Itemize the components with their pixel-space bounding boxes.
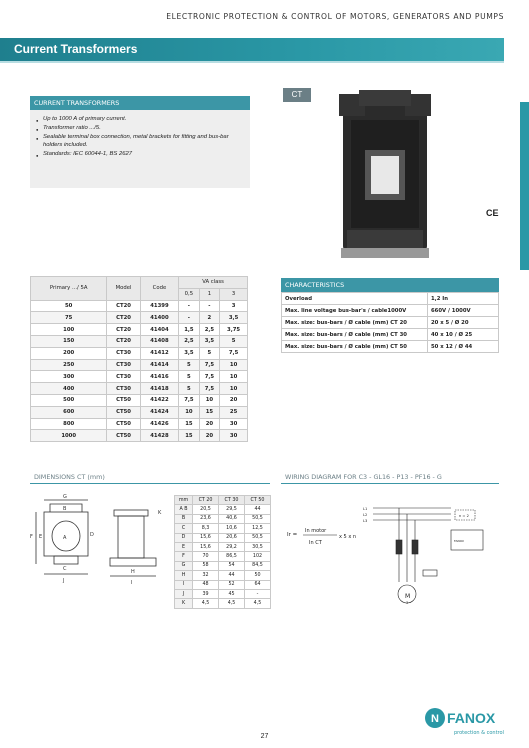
feature-item: ● Standards: IEC 60044-1, BS 2627 — [36, 151, 246, 159]
dimension-row — [175, 542, 271, 551]
table-cell: 30 — [220, 430, 248, 442]
dimension-cell: 12,5 — [245, 524, 271, 533]
table-cell: 5 — [179, 359, 200, 371]
dim-col-header: CT 50 — [245, 496, 271, 505]
side-tab — [520, 102, 529, 270]
table-row — [31, 324, 248, 336]
table-cell: 3,75 — [220, 324, 248, 336]
dimension-cell: H — [175, 571, 193, 580]
dimension-cell: B — [175, 514, 193, 523]
logo-tagline: protection & control — [454, 730, 504, 736]
characteristic-row — [282, 293, 499, 305]
dim-col-header: CT 20 — [193, 496, 219, 505]
table-cell: CT30 — [107, 347, 140, 359]
table-cell: 50 — [31, 300, 107, 312]
table-cell: CT20 — [107, 335, 140, 347]
table-cell: 20 — [220, 394, 248, 406]
table-cell: 20 — [199, 430, 220, 442]
table-cell: 41422 — [140, 394, 178, 406]
phase-label: L3 — [363, 519, 368, 523]
dimension-cell: 8,3 — [193, 524, 219, 533]
table-cell: 30 — [220, 418, 248, 430]
dim-label: A — [63, 535, 67, 541]
table-cell: 10 — [220, 359, 248, 371]
dimensions-drawing — [30, 490, 172, 600]
table-cell: - — [179, 300, 200, 312]
dimension-row — [175, 524, 271, 533]
characteristic-cell: 1,2 In — [428, 293, 499, 305]
title-underline — [0, 61, 504, 63]
table-cell: CT50 — [107, 394, 140, 406]
dimension-cell: 23,6 — [193, 514, 219, 523]
table-cell: 250 — [31, 359, 107, 371]
dimension-row — [175, 561, 271, 570]
table-row — [31, 418, 248, 430]
dim-label: E — [39, 534, 43, 540]
characteristic-cell: 40 x 10 / Ø 25 — [428, 329, 499, 341]
dimension-cell: 54 — [219, 561, 245, 570]
dimension-cell: 48 — [193, 580, 219, 589]
table-cell: 75 — [31, 312, 107, 324]
table-cell: 7,5 — [199, 359, 220, 371]
characteristic-cell: 50 x 12 / Ø 44 — [428, 341, 499, 353]
table-row — [31, 335, 248, 347]
dimension-cell: K — [175, 599, 193, 608]
table-row — [31, 394, 248, 406]
table-cell: CT20 — [107, 300, 140, 312]
table-cell: 15 — [179, 430, 200, 442]
table-cell: 7,5 — [199, 383, 220, 395]
dimension-cell: 58 — [193, 561, 219, 570]
col-header-model: Model — [107, 277, 140, 301]
dimension-cell: 50 — [245, 571, 271, 580]
table-cell: CT30 — [107, 371, 140, 383]
page-number: 27 — [260, 733, 269, 740]
dimension-cell: 20,5 — [193, 505, 219, 514]
current-transformer-image — [335, 90, 435, 262]
dim-col-header: mm — [175, 496, 193, 505]
table-cell: 2 — [199, 312, 220, 324]
title-bar — [0, 38, 504, 61]
dimension-cell: 40,6 — [219, 514, 245, 523]
features-list — [36, 116, 246, 158]
dimension-cell: 10,6 — [219, 524, 245, 533]
table-row — [31, 312, 248, 324]
dimension-row — [175, 533, 271, 542]
table-cell: 41414 — [140, 359, 178, 371]
table-cell: 10 — [220, 383, 248, 395]
table-cell: 500 — [31, 394, 107, 406]
col-header-va: 3 — [220, 288, 248, 300]
table-cell: 10 — [199, 394, 220, 406]
table-cell: 25 — [220, 406, 248, 418]
fanox-logo — [424, 705, 504, 731]
col-header-code: Code — [140, 277, 178, 301]
col-header-va: 0,5 — [179, 288, 200, 300]
characteristics-table — [281, 292, 499, 353]
table-row — [31, 300, 248, 312]
dim-label: J — [63, 578, 65, 584]
selection-table-body — [31, 300, 248, 442]
formula-left: Ir = — [287, 532, 298, 538]
table-cell: 150 — [31, 335, 107, 347]
formula-top: In motor — [305, 528, 327, 534]
table-cell: 41408 — [140, 335, 178, 347]
dimension-row — [175, 571, 271, 580]
table-cell: 5 — [220, 335, 248, 347]
dimension-cell: 29,5 — [219, 505, 245, 514]
col-header-va: 1 — [199, 288, 220, 300]
table-cell: 10 — [220, 371, 248, 383]
table-cell: 10 — [179, 406, 200, 418]
table-cell: CT30 — [107, 359, 140, 371]
table-row — [31, 347, 248, 359]
dimension-cell: 15,6 — [193, 533, 219, 542]
table-cell: 5 — [179, 383, 200, 395]
table-cell: CT50 — [107, 430, 140, 442]
table-cell: CT30 — [107, 383, 140, 395]
table-cell: 400 — [31, 383, 107, 395]
table-row — [31, 371, 248, 383]
dimension-cell: 44 — [219, 571, 245, 580]
selection-table — [30, 276, 248, 442]
dimension-cell: 64 — [245, 580, 271, 589]
dimension-cell: D — [175, 533, 193, 542]
dim-label: H — [131, 569, 135, 575]
characteristic-cell: Max. size: bus-bars / Ø cable (mm) CT 20 — [282, 317, 428, 329]
characteristic-row — [282, 341, 499, 353]
features-box — [30, 110, 250, 188]
dimension-cell: 32 — [193, 571, 219, 580]
dim-label: C — [63, 566, 67, 572]
table-cell: 15 — [199, 406, 220, 418]
table-cell: 1,5 — [179, 324, 200, 336]
dim-label: F — [30, 534, 33, 540]
table-cell: - — [199, 300, 220, 312]
table-cell: 7,5 — [199, 371, 220, 383]
motor-sub-label: 3~ — [406, 601, 412, 605]
dim-label: B — [63, 506, 67, 512]
formula-bottom: In CT — [309, 540, 322, 546]
table-cell: 41400 — [140, 312, 178, 324]
table-cell: 3 — [220, 300, 248, 312]
dimension-row — [175, 514, 271, 523]
table-cell: 41416 — [140, 371, 178, 383]
dimensions-table-body — [175, 505, 271, 608]
phase-label: L1 — [363, 507, 368, 511]
table-cell: 41426 — [140, 418, 178, 430]
table-cell: 2,5 — [199, 324, 220, 336]
section-header: ELECTRONIC PROTECTION & CONTROL OF MOTORS, GENERATORS AND PUMPS — [166, 12, 504, 21]
dim-label: G — [63, 494, 67, 500]
table-cell: 300 — [31, 371, 107, 383]
table-cell: CT50 — [107, 418, 140, 430]
dimension-cell: 4,5 — [219, 599, 245, 608]
table-cell: 41424 — [140, 406, 178, 418]
dimension-cell: 84,5 — [245, 561, 271, 570]
dimension-cell: E — [175, 542, 193, 551]
formula-right: x 5 x n — [339, 534, 357, 540]
table-cell: CT20 — [107, 324, 140, 336]
characteristic-row — [282, 305, 499, 317]
dimension-cell: 50,5 — [245, 533, 271, 542]
dimension-row — [175, 580, 271, 589]
table-cell: 800 — [31, 418, 107, 430]
table-cell: 41428 — [140, 430, 178, 442]
dim-label: I — [131, 580, 133, 586]
features-title: CURRENT TRANSFORMERS — [30, 96, 250, 110]
dimensions-table — [174, 495, 271, 609]
table-cell: 3,5 — [199, 335, 220, 347]
dimension-cell: - — [245, 589, 271, 598]
wiring-diagram — [281, 490, 499, 610]
table-cell: 20 — [199, 418, 220, 430]
page-title: Current Transformers — [14, 42, 138, 56]
characteristic-cell: 660V / 1000V — [428, 305, 499, 317]
phase-label: L2 — [363, 513, 368, 517]
dimension-row — [175, 589, 271, 598]
characteristic-cell: Overload — [282, 293, 428, 305]
table-cell: CT50 — [107, 406, 140, 418]
dimension-cell: F — [175, 552, 193, 561]
dimension-cell: 29,2 — [219, 542, 245, 551]
characteristic-cell: 20 x 5 / Ø 20 — [428, 317, 499, 329]
table-cell: 7,5 — [179, 394, 200, 406]
dimension-cell: 52 — [219, 580, 245, 589]
characteristic-cell: Max. line voltage bus-bar's / cable1000V — [282, 305, 428, 317]
dim-col-header: CT 30 — [219, 496, 245, 505]
table-cell: CT20 — [107, 312, 140, 324]
characteristics-table-body — [282, 293, 499, 353]
table-row — [31, 430, 248, 442]
table-cell: 600 — [31, 406, 107, 418]
table-cell: 41404 — [140, 324, 178, 336]
dimension-cell: 4,5 — [245, 599, 271, 608]
logo-text: FANOX — [447, 710, 496, 726]
characteristic-row — [282, 329, 499, 341]
dimensions-title: DIMENSIONS CT (mm) — [30, 470, 270, 484]
dimension-row — [175, 599, 271, 608]
table-cell: 3,5 — [179, 347, 200, 359]
ce-mark: CE — [486, 208, 499, 218]
svg-text:N: N — [431, 713, 439, 725]
col-header-va-class: VA class — [179, 277, 248, 289]
table-row — [31, 359, 248, 371]
table-row — [31, 406, 248, 418]
characteristics-title: CHARACTERISTICS — [281, 278, 499, 292]
col-header-primary: Primary .../ 5A — [31, 277, 107, 301]
dimension-cell: 15,6 — [193, 542, 219, 551]
dimension-row — [175, 552, 271, 561]
table-cell: 41418 — [140, 383, 178, 395]
table-cell: 2,5 — [179, 335, 200, 347]
dimension-cell: I — [175, 580, 193, 589]
wiring-title: WIRING DIAGRAM FOR C3 - GL16 - P13 - PF16 - G — [281, 470, 499, 484]
relay-label: FANOX — [454, 539, 464, 543]
dimension-cell: 44 — [245, 505, 271, 514]
characteristic-cell: Max. size: bus-bars / Ø cable (mm) CT 30 — [282, 329, 428, 341]
table-cell: 41412 — [140, 347, 178, 359]
table-cell: 5 — [179, 371, 200, 383]
dimension-cell: C — [175, 524, 193, 533]
dimension-row — [175, 505, 271, 514]
characteristic-cell: Max. size: bus-bars / Ø cable (mm) CT 50 — [282, 341, 428, 353]
dimension-cell: J — [175, 589, 193, 598]
dimension-cell: A B — [175, 505, 193, 514]
table-cell: 3,5 — [220, 312, 248, 324]
dimension-cell: 30,5 — [245, 542, 271, 551]
characteristic-row — [282, 317, 499, 329]
table-cell: 1000 — [31, 430, 107, 442]
dim-label: K — [158, 510, 162, 516]
loop-label: n = 2 — [459, 514, 469, 518]
dimension-cell: 4,5 — [193, 599, 219, 608]
product-label: CT — [283, 88, 311, 102]
dimension-cell: 86,5 — [219, 552, 245, 561]
dimension-cell: 45 — [219, 589, 245, 598]
table-cell: 41399 — [140, 300, 178, 312]
table-cell: 100 — [31, 324, 107, 336]
table-cell: 5 — [199, 347, 220, 359]
feature-item: ● Sealable terminal box connection, metal brackets for fitting and bus-bar holders included. — [36, 134, 246, 149]
feature-item: ● Up to 1000 A of primary current. — [36, 116, 246, 124]
dimension-cell: 20,6 — [219, 533, 245, 542]
dimension-cell: 70 — [193, 552, 219, 561]
feature-item: ● Transformer ratio .../5. — [36, 125, 246, 133]
table-cell: 7,5 — [220, 347, 248, 359]
dimension-cell: 39 — [193, 589, 219, 598]
dimension-cell: 50,5 — [245, 514, 271, 523]
table-cell: - — [179, 312, 200, 324]
motor-label: M — [405, 593, 411, 600]
dimension-cell: G — [175, 561, 193, 570]
dimension-cell: 102 — [245, 552, 271, 561]
table-row — [31, 383, 248, 395]
dim-label: D — [90, 532, 94, 538]
table-cell: 200 — [31, 347, 107, 359]
table-cell: 15 — [179, 418, 200, 430]
